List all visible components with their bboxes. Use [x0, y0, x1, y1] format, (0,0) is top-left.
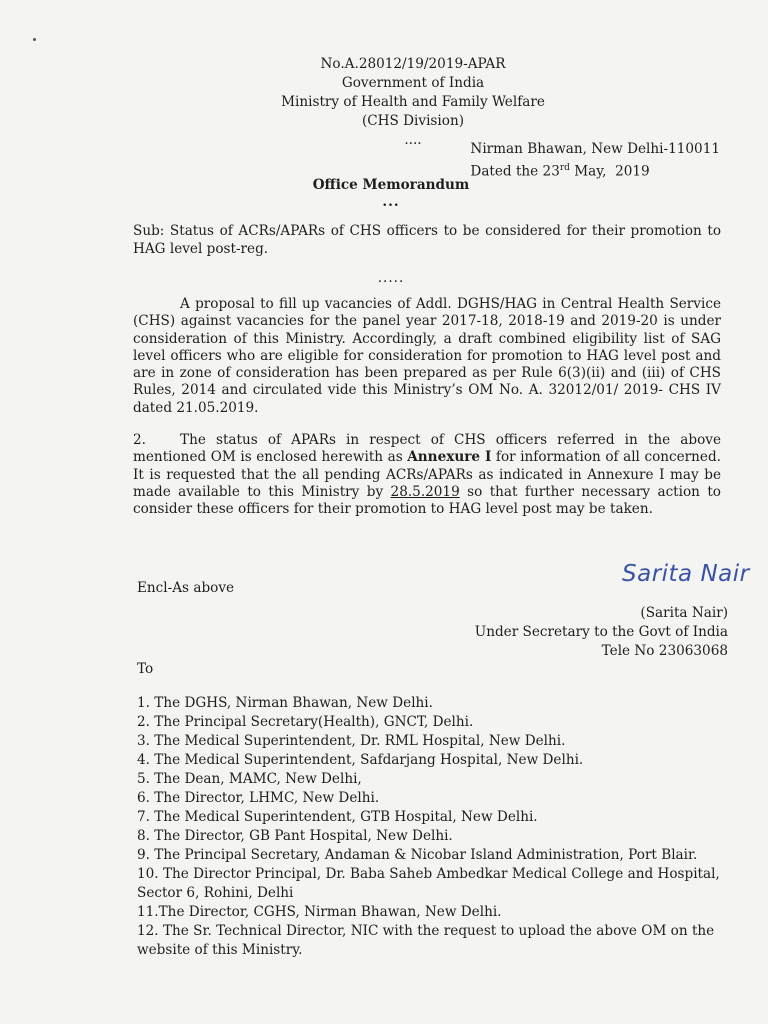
to-label: To — [137, 661, 154, 677]
distribution-list — [137, 694, 727, 960]
division-name: (CHS Division) — [361, 113, 465, 129]
annexure-reference: Annexure I — [407, 449, 492, 466]
list-item: 11.The Director, CGHS, Nirman Bhawan, New Delhi. — [137, 904, 502, 920]
list-item: 9. The Principal Secretary, Andaman & Nicobar Island Administration, Port Blair. — [137, 847, 698, 863]
memo-title: Office Memorandum — [312, 177, 470, 193]
government-name: Government of India — [341, 75, 485, 91]
date-suffix: May, 2019 — [569, 163, 650, 180]
list-item: 6. The Director, LHMC, New Delhi. — [137, 790, 380, 806]
list-item: 5. The Dean, MAMC, New Delhi, — [137, 771, 362, 787]
paragraph-2-text-a: The status of APARs in respect of CHS officers referred in the above mentioned OM is enclosed herewith as — [133, 432, 721, 466]
list-item: 7. The Medical Superintendent, GTB Hospital, New Delhi. — [137, 809, 538, 825]
signatory-name: (Sarita Nair) — [640, 605, 728, 621]
deadline-date: 28.5.2019 — [390, 483, 460, 500]
list-item: 10. The Director Principal, Dr. Baba Saheb Ambedkar Medical College and Hospital, Sector 6, Rohini, Delhi — [137, 866, 720, 901]
handwritten-signature: Sarita Nair — [622, 561, 750, 587]
list-item: 12. The Sr. Technical Director, NIC with the request to upload the above OM on the website of this Ministry. — [137, 923, 715, 958]
paragraph-2 — [133, 432, 721, 518]
office-address: Nirman Bhawan, New Delhi-110011 — [470, 141, 720, 157]
signatory-phone: Tele No 23063068 — [601, 643, 728, 659]
signatory-designation: Under Secretary to the Govt of India — [474, 624, 728, 640]
date-ordinal: rd — [559, 163, 570, 173]
paragraph-2-number: 2. — [133, 432, 146, 448]
paragraph-2-text-c: so that further necessary action to consider these officers for their promotion to HAG level post may be taken. — [133, 483, 721, 518]
list-item: 1. The DGHS, Nirman Bhawan, New Delhi. — [137, 695, 433, 711]
list-item: 4. The Medical Superintendent, Safdarjang Hospital, New Delhi. — [137, 752, 584, 768]
place-and-date — [470, 140, 720, 182]
list-item: 3. The Medical Superintendent, Dr. RML Hospital, New Delhi. — [137, 733, 566, 749]
list-item: 2. The Principal Secretary(Health), GNCT, Delhi. — [137, 714, 474, 730]
paragraph-2-text-b: for information of all concerned. It is requested that the all pending ACRs/APARs as indicated in Annexure I may be made available to this Ministry by — [133, 449, 721, 500]
memo-title-dots: ... — [382, 194, 400, 210]
header-dots: .... — [404, 132, 422, 148]
enclosure-note: Encl-As above — [137, 580, 235, 596]
date-prefix: Dated the 23 — [470, 163, 560, 180]
subject-line: Sub: Status of ACRs/APARs of CHS officers to be considered for their promotion to HAG level post-reg. — [133, 223, 721, 257]
ministry-name: Ministry of Health and Family Welfare — [281, 94, 545, 110]
paragraph-1: A proposal to fill up vacancies of Addl. DGHS/HAG in Central Health Service (CHS) against vacancies for the panel year 2017-18, 2018-19 and 2019-20 is under consideration of this Ministry. Accordingly, a draft combined eligibility list of SAG level officers who are eligible for consideration for promotion to HAG level post and are in zone of consideration has been prepared as per Rule 6(3)(ii) and (iii) of CHS Rules, 2014 and circulated vide this Ministry’s OM No. A. 32012/01/ 2019- CHS IV dated 21.05.2019. — [133, 296, 721, 416]
file-number: No.A.28012/19/2019-APAR — [320, 56, 506, 72]
signatory-block — [475, 604, 728, 661]
letterhead — [0, 55, 768, 150]
section-separator: ..... — [377, 270, 405, 286]
list-item: 8. The Director, GB Pant Hospital, New Delhi. — [137, 828, 453, 844]
scan-speck — [33, 38, 36, 41]
